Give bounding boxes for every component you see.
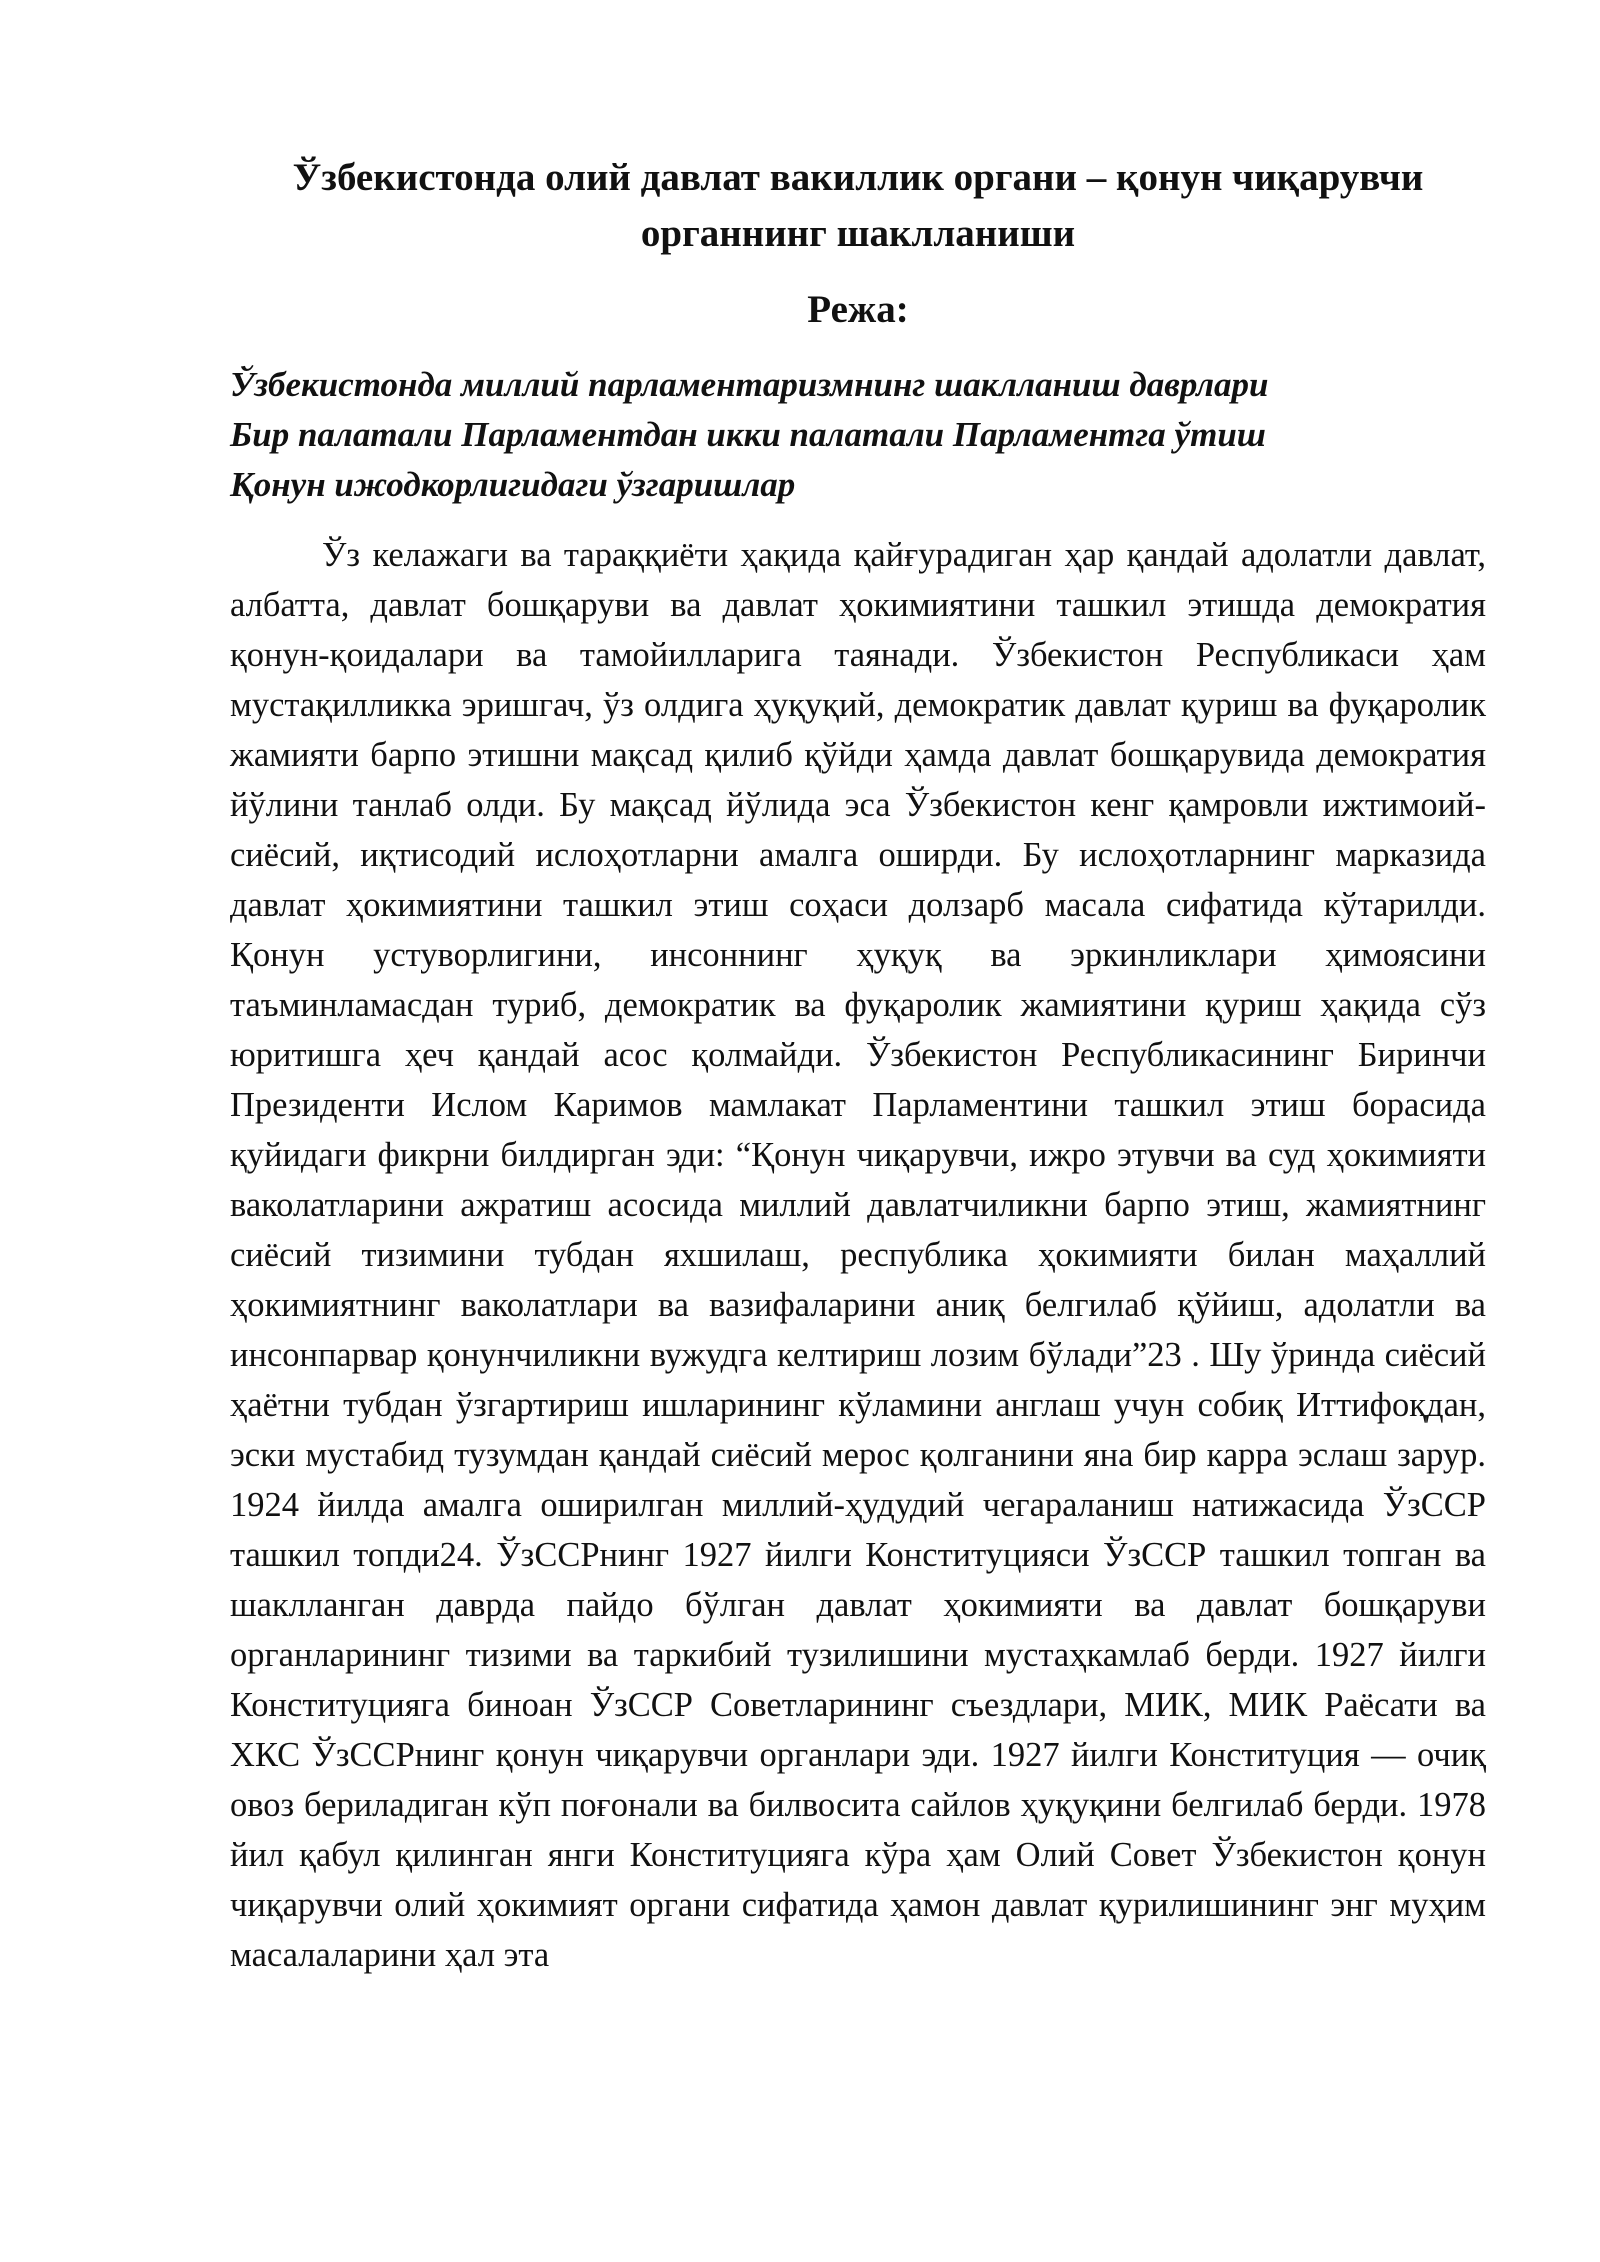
document-page: [230, 150, 1486, 1980]
document-title: Ўзбекистонда олий давлат вакиллик органи – қонун чиқарувчи органнинг шаклланиши: [292, 156, 1424, 255]
plan-list: [230, 360, 1486, 510]
plan-item: Ўзбекистонда миллий парламентаризмнинг шаклланиш даврлари: [230, 365, 1269, 404]
body-paragraph: Ўз келажаги ва тараққиёти ҳақида қайғурадиган ҳар қандай адолатли давлат, албатта, давлат бошқаруви ва давлат ҳокимиятини ташкил этишда демократия қонун-қоидалари ва тамойилларига таянади. Ўзбекистон Республикаси ҳам мустақилликка эришгач, ўз олдига ҳуқуқий, демократик давлат қуриш ва фуқаролик жамияти барпо этишни мақсад қилиб қўйди ҳамда давлат бошқарувида демократия йўлини танлаб олди. Бу мақсад йўлида эса Ўзбекистон кенг қамровли ижтимоий-сиёсий, иқтисодий ислоҳотларни амалга оширди. Бу ислоҳотларнинг марказида давлат ҳокимиятини ташкил этиш соҳаси долзарб масала сифатида кўтарилди. Қонун устуворлигини, инсоннинг ҳуқуқ ва эркинликлари ҳимоясини таъминламасдан туриб, демократик ва фуқаролик жамиятини қуриш ҳақида сўз юритишга ҳеч қандай асос қолмайди. Ўзбекистон Республикасининг Биринчи Президенти Ислом Каримов мамлакат Парламентини ташкил этиш борасида қуйидаги фикрни билдирган эди: “Қонун чиқарувчи, ижро этувчи ва суд ҳокимияти ваколатларини ажратиш асосида миллий давлатчиликни барпо этиш, жамиятнинг сиёсий тизимини тубдан яхшилаш, республика ҳокимияти билан маҳаллий ҳокимиятнинг ваколатлари ва вазифаларини аниқ белгилаб қўйиш, адолатли ва инсонпарвар қонунчиликни вужудга келтириш лозим бўлади”23 . Шу ўринда сиёсий ҳаётни тубдан ўзгартириш ишларининг кўламини англаш учун собиқ Иттифоқдан, эски мустабид тузумдан қандай сиёсий мерос қолганини яна бир карра эслаш зарур. 1924 йилда амалга оширилган миллий-ҳудудий чегараланиш натижасида ЎзССР ташкил топди24. ЎзССРнинг 1927 йилги Конституцияси ЎзССР ташкил топган ва шаклланган даврда пайдо бўлган давлат ҳокимияти ва давлат бошқаруви органларининг тизими ва таркибий тузилишини мустаҳкамлаб берди. 1927 йилги Конституцияга биноан ЎзССР Советларининг съездлари, МИК, МИК Раёсати ва ХКС ЎзССРнинг қонун чиқарувчи органлари эди. 1927 йилги Конституция — очиқ овоз бериладиган кўп поғонали ва билвосита сайлов ҳуқуқини белгилаб берди. 1978 йил қабул қилинган янги Конституцияга кўра ҳам Олий Совет Ўзбекистон қонун чиқарувчи олий ҳокимият органи сифатида ҳамон давлат қурилишининг энг муҳим масалаларини ҳал эта: [230, 536, 1486, 1974]
plan-item: Бир палатали Парламентдан икки палатали Парламентга ўтиш: [230, 415, 1266, 454]
plan-heading: Режа:: [807, 288, 909, 331]
plan-item: Қонун ижодкорлигидаги ўзгаришлар: [230, 465, 796, 504]
